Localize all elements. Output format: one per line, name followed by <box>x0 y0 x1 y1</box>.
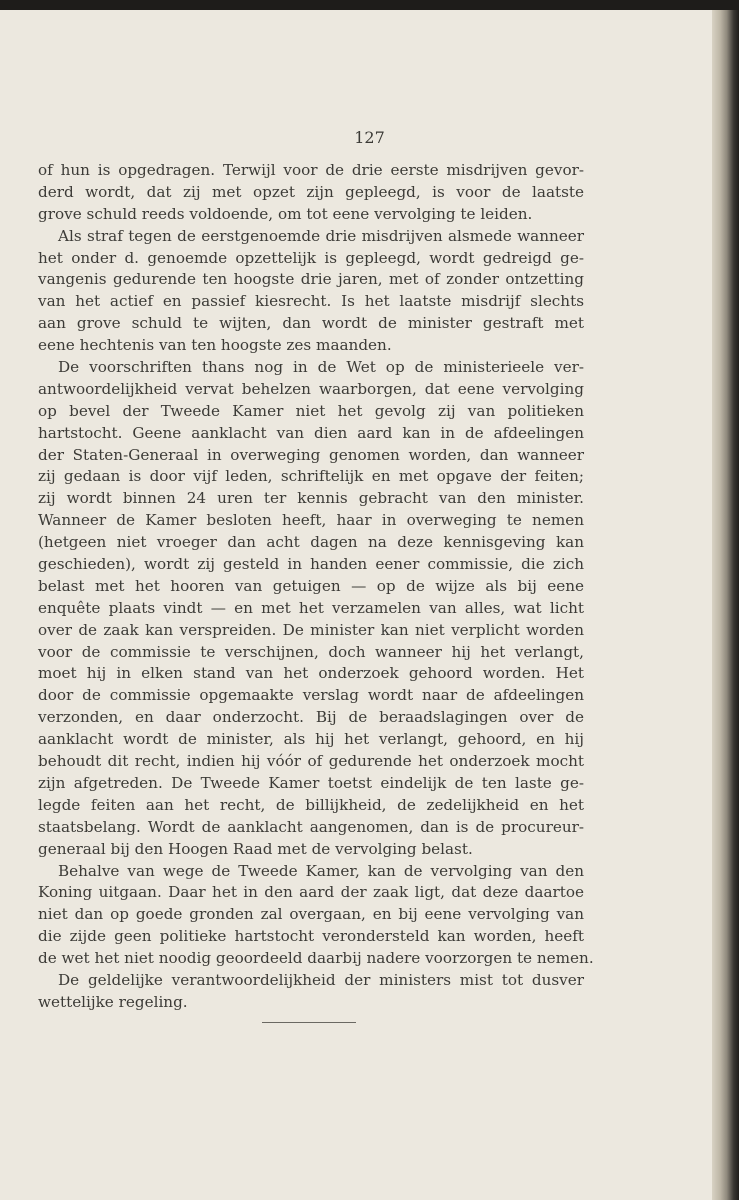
text-line: niet dan op goede gronden zal overgaan, en bij eene vervolging van <box>38 905 584 924</box>
text-line: wettelijke regeling. <box>38 992 188 1011</box>
text-line: staatsbelang. Wordt de aanklacht aangenomen, dan is de procureur- <box>38 817 584 836</box>
text-line: eene hechtenis van ten hoogste zes maanden. <box>38 336 392 355</box>
text-line: enquête plaats vindt — en met het verzamelen van alles, wat licht <box>38 598 584 617</box>
page-number: 127 <box>354 128 385 147</box>
text-line: De geldelijke verantwoordelijkheid der ministers mist tot dusver <box>58 970 584 989</box>
end-rule-divider <box>262 1022 356 1023</box>
text-line: op bevel der Tweede Kamer niet het gevolg zij van politieken <box>38 401 584 420</box>
text-line: belast met het hooren van getuigen — op de wijze als bij eene <box>38 576 584 595</box>
text-line: geschieden), wordt zij gesteld in handen eener commissie, die zich <box>38 555 584 574</box>
text-line: generaal bij den Hoogen Raad met de vervolging belast. <box>38 839 473 858</box>
text-line: door de commissie opgemaakte verslag wordt naar de afdeelingen <box>38 686 584 705</box>
text-line: aan grove schuld te wijten, dan wordt de minister gestraft met <box>38 314 584 333</box>
text-line: zij wordt binnen 24 uren ter kennis gebracht van den minister. <box>38 489 584 508</box>
text-line: zij gedaan is door vijf leden, schriftelijk en met opgave der feiten; <box>38 467 584 486</box>
text-line: Als straf tegen de eerstgenoemde drie misdrijven alsmede wanneer <box>58 226 584 245</box>
text-line: derd wordt, dat zij met opzet zijn gepleegd, is voor de laatste <box>38 182 584 201</box>
text-line: die zijde geen politieke hartstocht verondersteld kan worden, heeft <box>38 927 584 946</box>
text-line: der Staten-Generaal in overweging genomen worden, dan wanneer <box>38 445 584 464</box>
text-line: voor de commissie te verschijnen, doch wanneer hij het verlangt, <box>38 642 584 661</box>
text-line: aanklacht wordt de minister, als hij het verlangt, gehoord, en hij <box>38 730 584 749</box>
text-line: vangenis gedurende ten hoogste drie jaren, met of zonder ontzetting <box>38 270 584 289</box>
text-line: Wanneer de Kamer besloten heeft, haar in overweging te nemen <box>38 511 584 530</box>
text-line: De voorschriften thans nog in de Wet op de ministerieele ver- <box>58 358 584 377</box>
page-text <box>38 160 594 1014</box>
text-line: Behalve van wege de Tweede Kamer, kan de vervolging van den <box>58 861 584 880</box>
text-line: het onder d. genoemde opzettelijk is gepleegd, wordt gedreigd ge- <box>38 248 584 267</box>
text-line: verzonden, en daar onderzocht. Bij de beraadslagingen over de <box>38 708 584 727</box>
text-line: grove schuld reeds voldoende, om tot eene vervolging te leiden. <box>38 204 533 223</box>
text-line: van het actief en passief kiesrecht. Is het laatste misdrijf slechts <box>38 292 584 311</box>
text-line: hartstocht. Geene aanklacht van dien aard kan in de afdeelingen <box>38 423 584 442</box>
text-line: zijn afgetreden. De Tweede Kamer toetst eindelijk de ten laste ge- <box>38 773 584 792</box>
text-line: moet hij in elken stand van het onderzoek gehoord worden. Het <box>38 664 584 683</box>
text-line: of hun is opgedragen. Terwijl voor de drie eerste misdrijven gevor- <box>38 161 584 179</box>
text-line: over de zaak kan verspreiden. De minister kan niet verplicht worden <box>38 620 584 639</box>
text-line: behoudt dit recht, indien hij vóór of gedurende het onderzoek mocht <box>38 752 584 771</box>
book-spine-edge <box>712 10 739 1200</box>
text-line: Koning uitgaan. Daar het in den aard der zaak ligt, dat deze daartoe <box>38 883 584 902</box>
text-line: legde feiten aan het recht, de billijkheid, de zedelijkheid en het <box>38 795 584 814</box>
text-line: de wet het niet noodig geoordeeld daarbij nadere voorzorgen te nemen. <box>38 949 594 968</box>
text-line: antwoordelijkheid vervat behelzen waarborgen, dat eene vervolging <box>38 379 584 398</box>
text-line: (hetgeen niet vroeger dan acht dagen na deze kennisgeving kan <box>38 533 584 552</box>
